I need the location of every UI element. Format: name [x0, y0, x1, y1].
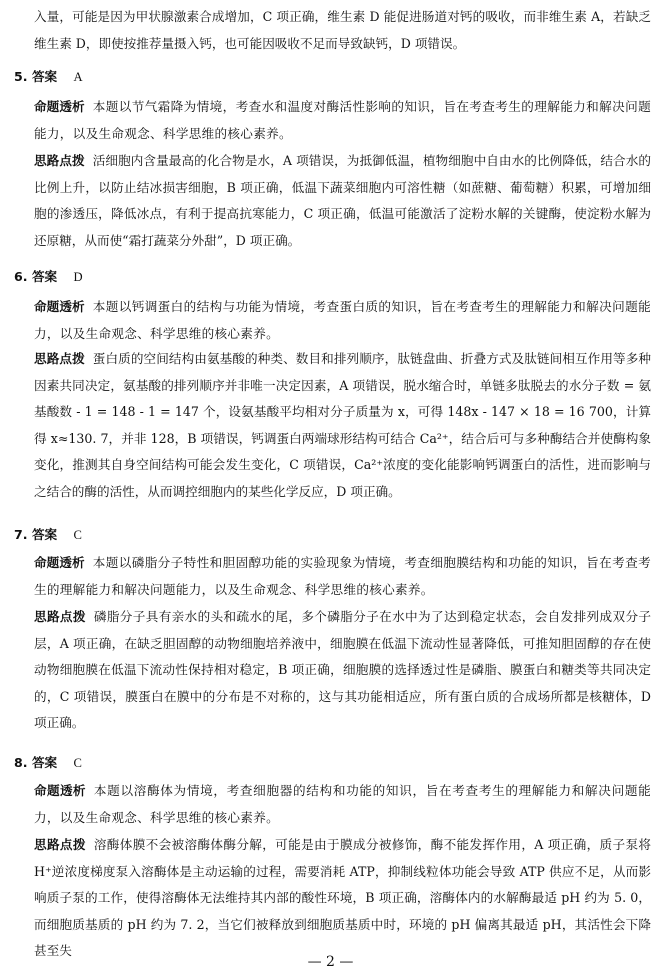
q5-answer-line [14, 66, 83, 88]
q5-analysis-label: 命题透析 [34, 99, 85, 114]
page-number: — 2 — [307, 954, 354, 970]
q5-idea-text: 活细胞内含量最高的化合物是水，A 项错误，为抵御低温，植物细胞中自由水的比例降低，结合水的比例上升，以防止结冰损害细胞，B 项正确，低温下蔬菜细胞内可溶性糖（如蔗糖、葡萄糖）积累，可增加细胞的渗透压，降低冰点，有利于提高抗寒能力，C 项正确，低温可能激活了淀粉水解的关键酶，使淀粉水解为还原糖，从而使“霜打蔬菜分外甜”，D 项正确。 [34, 153, 651, 248]
q7-idea [34, 604, 651, 737]
q8-analysis [34, 778, 651, 831]
q6-analysis-label: 命题透析 [34, 299, 85, 314]
q8-idea [34, 832, 651, 965]
q6-idea-label: 思路点拨 [34, 351, 85, 366]
q8-analysis-text: 本题以溶酶体为情境，考查细胞器的结构和功能的知识，旨在考查考生的理解能力和解决问题能力，以及生命观念、科学思维的核心素养。 [34, 784, 652, 825]
q6-analysis-text: 本题以钙调蛋白的结构与功能为情境，考查蛋白质的知识，旨在考查考生的理解能力和解决问题能力，以及生命观念、科学思维的核心素养。 [34, 300, 652, 341]
q8-analysis-label: 命题透析 [34, 783, 86, 798]
q6-number: 6. [14, 269, 28, 284]
q6-idea-text: 蛋白质的空间结构由氨基酸的种类、数目和排列顺序，肽链盘曲、折叠方式及肽链间相互作用等多种因素共同决定，氨基酸的排列顺序并非唯一决定因素，A 项错误，脱水缩合时，单链多肽脱去的水分子数 = 氨基酸数 - 1 = 148 - 1 = 147 个，设氨基酸平均相对分子质量为 x，可得 148x - 147 × 18 = 16 700，计算得 x≈130. 7，并非 128，B 项错误，钙调蛋白两端球形结构可结合 Ca²⁺，结合后可与多种酶结合并使酶构象变化，推测其自身空间结构可能会发生变化，C 项错误，Ca²⁺浓度的变化能影响钙调蛋白的活性，进而影响与之结合的酶的活性，从而调控细胞内的某些化学反应，D 项正确。 [34, 351, 652, 499]
q6-answer-line [14, 266, 83, 288]
q8-answer-value: C [73, 756, 82, 770]
q5-answer-value: A [73, 70, 83, 84]
q8-idea-label: 思路点拨 [34, 837, 86, 852]
q6-analysis [34, 294, 651, 347]
q6-answer-label: 答案 [31, 269, 58, 284]
q7-answer-value: C [73, 528, 82, 542]
q5-idea-label: 思路点拨 [34, 153, 85, 168]
intro-paragraph: 入量，可能是因为甲状腺激素合成增加，C 项正确，维生素 D 能促进肠道对钙的吸收，而非维生素 A，若缺乏维生素 D，即使按推荐量摄入钙，也可能因吸收不足而导致缺钙，D 项错误。 [34, 9, 651, 51]
q6-answer-value: D [73, 270, 83, 284]
q8-idea-text: 溶酶体膜不会被溶酶体酶分解，可能是由于膜成分被修饰，酶不能发挥作用，A 项正确，质子泵将 H⁺逆浓度梯度泵入溶酶体是主动运输的过程，需要消耗 ATP，抑制线粒体功能会导致 ATP 供应不足，从而影响质子泵的工作，使得溶酶体无法维持其内部的酸性环境，B 项正确，溶酶体内的水解酶最适 pH 约为 5. 0，而细胞质基质的 pH 约为 7. 2，当它们被释放到细胞质基质中时，环境的 pH 偏离其最适 pH，其活性会下降甚至失 [34, 837, 652, 959]
q8-answer-line [14, 752, 82, 774]
q5-answer-label: 答案 [31, 69, 58, 84]
q7-answer-line [14, 524, 82, 546]
q5-analysis-text: 本题以节气霜降为情境，考查水和温度对酶活性影响的知识，旨在考查考生的理解能力和解决问题能力，以及生命观念、科学思维的核心素养。 [34, 100, 652, 141]
q8-number: 8. [14, 755, 28, 770]
q7-analysis [34, 550, 651, 603]
q5-number: 5. [14, 69, 28, 84]
q5-analysis [34, 94, 651, 147]
q7-idea-text: 磷脂分子具有亲水的头和疏水的尾，多个磷脂分子在水中为了达到稳定状态，会自发排列成双分子层，A 项正确，在缺乏胆固醇的动物细胞培养液中，细胞膜在低温下流动性显著降低，可推知胆固醇的存在使动物细胞膜在低温下流动性保持相对稳定，B 项正确，细胞膜的选择透过性是磷脂、膜蛋白和糖类等共同决定的，C 项错误，膜蛋白在膜中的分布是不对称的，这与其功能相适应，所有蛋白质的合成场所都是核糖体，D 项正确。 [34, 609, 652, 731]
q7-idea-label: 思路点拨 [34, 609, 86, 624]
q7-analysis-label: 命题透析 [34, 555, 85, 570]
q8-answer-label: 答案 [31, 755, 58, 770]
q5-idea [34, 148, 651, 254]
q6-idea [34, 346, 651, 506]
q7-number: 7. [14, 527, 28, 542]
q7-answer-label: 答案 [31, 527, 58, 542]
q7-analysis-text: 本题以磷脂分子特性和胆固醇功能的实验现象为情境，考查细胞膜结构和功能的知识，旨在考查考生的理解能力和解决问题能力，以及生命观念、科学思维的核心素养。 [34, 556, 652, 597]
